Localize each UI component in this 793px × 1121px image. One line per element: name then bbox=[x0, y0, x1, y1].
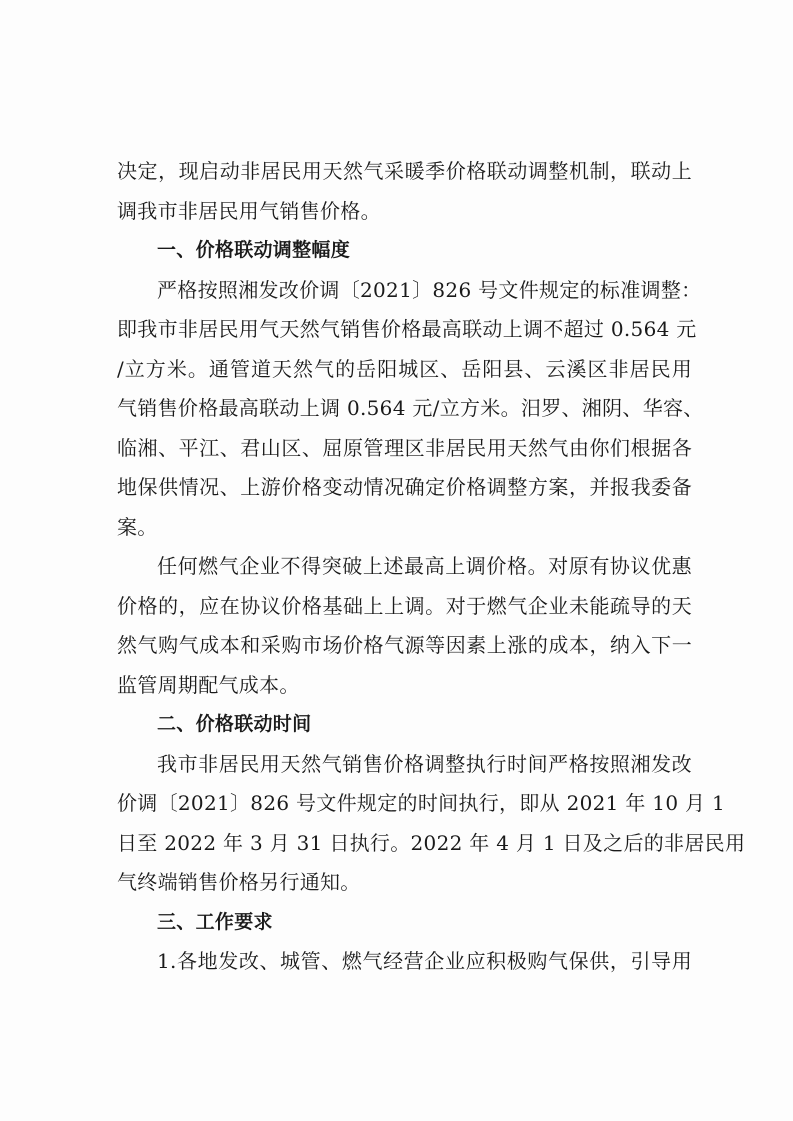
paragraph-line: 然气购气成本和采购市场价格气源等因素上涨的成本，纳入下一 bbox=[117, 633, 692, 657]
section-heading-price-linkage-range: 一、价格联动调整幅度 bbox=[157, 239, 351, 261]
paragraph-line: 气销售价格最高联动上调 0.564 元/立方米。汨罗、湘阴、华容、 bbox=[117, 396, 704, 420]
paragraph-line: /立方米。通管道天然气的岳阳城区、岳阳县、云溪区非居民用 bbox=[117, 356, 692, 381]
paragraph-line: 价调〔2021〕826 号文件规定的时间执行，即从 2021 年 10 月 1 bbox=[117, 791, 725, 815]
paragraph-line: 严格按照湘发改价调〔2021〕826 号文件规定的标准调整： bbox=[157, 277, 702, 302]
paragraph-line: 临湘、平江、君山区、屈原管理区非居民用天然气由你们根据各 bbox=[117, 435, 692, 460]
paragraph-line: 地保供情况、上游价格变动情况确定价格调整方案，并报我委备 bbox=[117, 475, 692, 499]
section-heading-price-linkage-time: 二、价格联动时间 bbox=[157, 713, 312, 735]
paragraph-line: 调我市非居民用气销售价格。 bbox=[117, 198, 381, 223]
paragraph-line: 价格的，应在协议价格基础上上调。对于燃气企业未能疏导的天 bbox=[117, 593, 692, 618]
paragraph-line: 任何燃气企业不得突破上述最高上调价格。对原有协议优惠 bbox=[157, 554, 692, 578]
paragraph-line: 决定，现启动非居民用天然气采暖季价格联动调整机制，联动上 bbox=[117, 159, 692, 183]
paragraph-line: 案。 bbox=[117, 514, 158, 539]
paragraph-line: 1.各地发改、城管、燃气经营企业应积极购气保供，引导用 bbox=[157, 949, 692, 973]
paragraph-line: 即我市非居民用气天然气销售价格最高联动上调不超过 0.564 元 bbox=[117, 317, 697, 341]
section-heading-work-requirements: 三、工作要求 bbox=[157, 910, 273, 933]
paragraph-line: 气终端销售价格另行通知。 bbox=[117, 870, 361, 894]
document-body bbox=[117, 152, 746, 982]
paragraph-line: 日至 2022 年 3 月 31 日执行。2022 年 4 月 1 日及之后的非居民用 bbox=[117, 830, 746, 855]
paragraph-line: 我市非居民用天然气销售价格调整执行时间严格按照湘发改 bbox=[157, 751, 692, 776]
paragraph-line: 监管周期配气成本。 bbox=[117, 672, 300, 697]
